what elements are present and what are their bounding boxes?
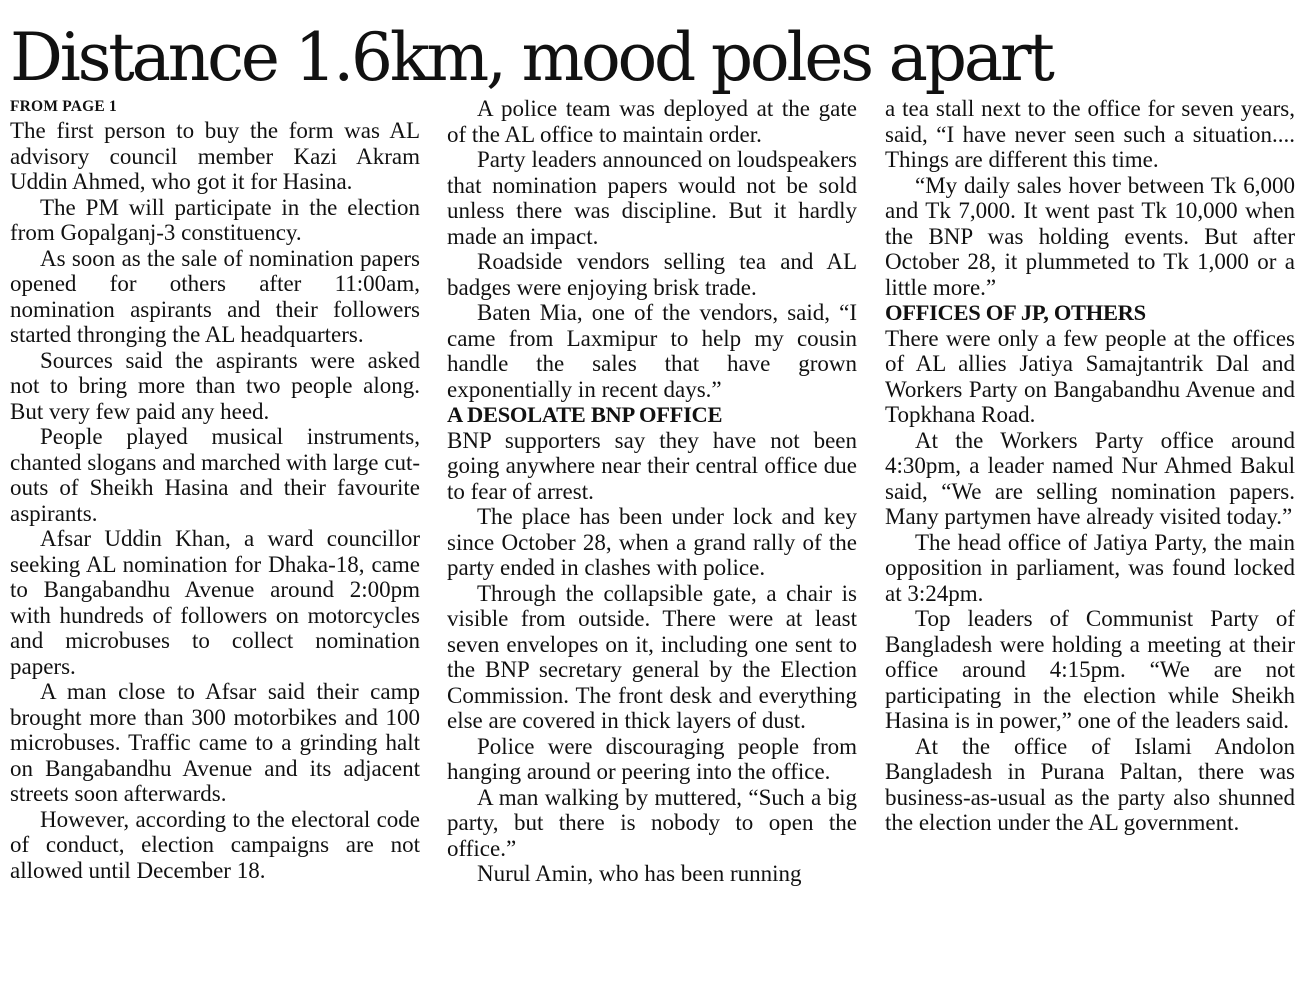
paragraph: People played musical instruments, chanted slogans and marched with large cut-outs of Sheikh Hasina and their favourite aspirants. bbox=[10, 424, 420, 526]
paragraph: BNP supporters say they have not been going anywhere near their central office due to fear of arrest. bbox=[447, 427, 857, 504]
paragraph: The first person to buy the form was AL advisory council member Kazi Akram Uddin Ahmed, who got it for Hasina. bbox=[10, 118, 420, 194]
paragraph: As soon as the sale of nomination papers opened for others after 11:00am, nomination aspirants and their followers started thronging the AL headquarters. bbox=[10, 245, 420, 347]
paragraph: Sources said the aspirants were asked not to bring more than two people along. But very few paid any heed. bbox=[10, 347, 420, 424]
headline: Distance 1.6km, mood poles apart bbox=[10, 19, 1052, 96]
paragraph: Party leaders announced on loudspeakers that nomination papers would not be sold unless there was discipline. But it hardly made an impact. bbox=[447, 147, 857, 249]
paragraph: Baten Mia, one of the vendors, said, “I came from Laxmipur to help my cousin handle the sales that have grown exponentially in recent days.” bbox=[447, 300, 857, 402]
article-column-1 bbox=[10, 96, 420, 883]
paragraph: A man close to Afsar said their camp brought more than 300 motorbikes and 100 microbuses. Traffic came to a grinding halt on Bangabandhu Avenue and its adjacent streets soon afterwards. bbox=[10, 679, 420, 806]
paragraph: “My daily sales hover between Tk 6,000 and Tk 7,000. It went past Tk 10,000 when the BNP was holding events. But after October 28, it plummeted to Tk 1,000 or a little more.” bbox=[885, 172, 1295, 300]
paragraph: Police were discouraging people from hanging around or peering into the office. bbox=[447, 733, 857, 784]
paragraph: There were only a few people at the offices of AL allies Jatiya Samajtantrik Dal and Workers Party on Bangabandhu Avenue and Topkhana Road. bbox=[885, 325, 1295, 427]
paragraph: Afsar Uddin Khan, a ward councillor seeking AL nomination for Dhaka-18, came to Bangabandhu Avenue around 2:00pm with hundreds of followers on motorcycles and microbuses to collect nomination papers. bbox=[10, 526, 420, 679]
paragraph: The PM will participate in the election from Gopalganj-3 constituency. bbox=[10, 194, 420, 245]
article-column-3 bbox=[885, 96, 1295, 836]
article-column-2 bbox=[447, 96, 857, 887]
paragraph: A police team was deployed at the gate of the AL office to maintain order. bbox=[447, 96, 857, 147]
paragraph: The head office of Jatiya Party, the main opposition in parliament, was found locked at 3:24pm. bbox=[885, 529, 1295, 606]
paragraph: The place has been under lock and key since October 28, when a grand rally of the party ended in clashes with police. bbox=[447, 504, 857, 580]
paragraph: At the office of Islami Andolon Bangladesh in Purana Paltan, there was business-as-usual as the party also shunned the election under the AL government. bbox=[885, 733, 1295, 835]
paragraph: Roadside vendors selling tea and AL badges were enjoying brisk trade. bbox=[447, 249, 857, 300]
subhead-bnp-office: A DESOLATE BNP OFFICE bbox=[447, 402, 723, 427]
paragraph: Through the collapsible gate, a chair is visible from outside. There were at least seven envelopes on it, including one sent to the BNP secretary general by the Election Commission. The front desk and everything else are covered in thick layers of dust. bbox=[447, 580, 857, 733]
paragraph: A man walking by muttered, “Such a big party, but there is nobody to open the office.” bbox=[447, 784, 857, 861]
subhead-jp-offices: OFFICES OF JP, OTHERS bbox=[885, 300, 1146, 325]
paragraph: Top leaders of Communist Party of Bangladesh were holding a meeting at their office around 4:15pm. “We are not participating in the election while Sheikh Hasina is in power,” one of the leaders said. bbox=[885, 606, 1295, 733]
paragraph: However, according to the electoral code of conduct, election campaigns are not allowed until December 18. bbox=[10, 806, 420, 883]
paragraph: Nurul Amin, who has been running bbox=[477, 861, 802, 886]
paragraph: a tea stall next to the office for seven years, said, “I have never seen such a situation.... Things are different this time. bbox=[885, 96, 1295, 172]
paragraph: At the Workers Party office around 4:30pm, a leader named Nur Ahmed Bakul said, “We are selling nomination papers. Many partymen have already visited today.” bbox=[885, 427, 1295, 529]
continued-from-label: FROM PAGE 1 bbox=[10, 98, 117, 115]
